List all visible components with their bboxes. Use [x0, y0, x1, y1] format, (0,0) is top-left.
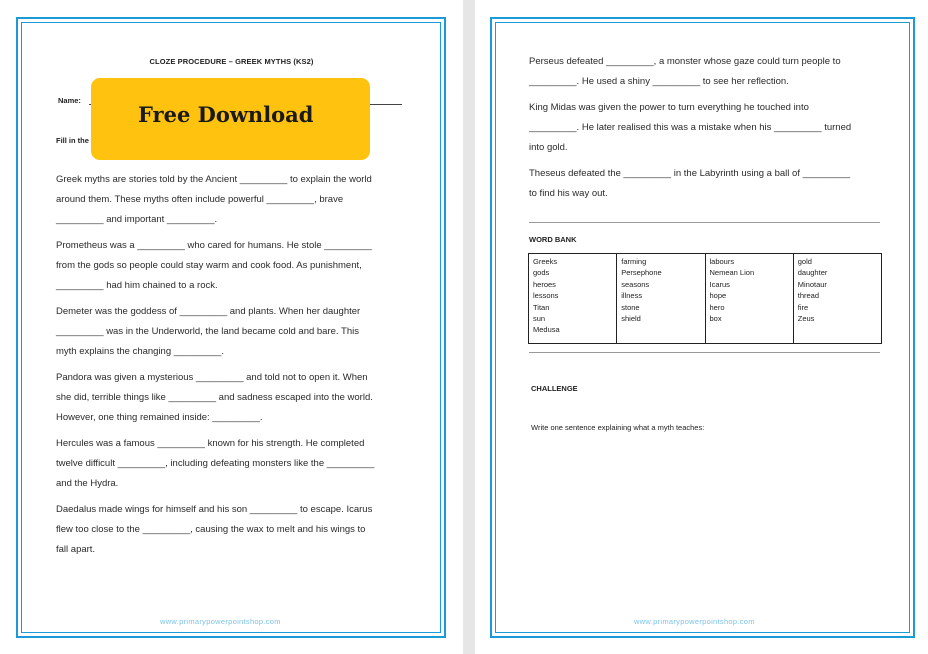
word-bank-word: fire [797, 302, 809, 312]
word-bank-word: labours [709, 257, 735, 266]
text-line: _________ was in the Underworld, the land became cold and bare. This [56, 326, 359, 337]
word-bank-word: hero [709, 302, 725, 312]
text-line: Perseus defeated _________, a monster whose gaze could turn people to [529, 56, 841, 67]
text-line: around them. These myths often include powerful _________, brave [56, 194, 344, 205]
word-bank-word: Icarus [709, 279, 730, 289]
paragraph-perseus [529, 52, 881, 92]
text-line: Theseus defeated the _________ in the Labyrinth using a ball of _________ [529, 168, 851, 179]
footer-website: www.primarypowerpointshop.com [160, 617, 281, 626]
text-line: King Midas was given the power to turn everything he touched into [529, 102, 809, 113]
word-bank-word: shield [621, 314, 641, 324]
paragraph-prometheus [56, 236, 408, 296]
text-line: she did, terrible things like _________ and sadness escaped into the world. [56, 392, 373, 403]
word-bank-word: daughter [797, 268, 828, 278]
text-line: twelve difficult _________, including defeating monsters like the _________ [56, 458, 375, 469]
text-line: Demeter was the goddess of _________ and plants. When her daughter [56, 306, 361, 317]
word-bank-word: farming [621, 257, 647, 266]
word-bank-word: Nemean Lion [709, 268, 755, 278]
name-label: Name: [58, 96, 81, 105]
instructions-text: Fill in the [56, 136, 89, 145]
word-bank-column [794, 254, 881, 343]
word-bank-word: sun [533, 314, 546, 324]
section-divider [529, 352, 880, 353]
challenge-title: CHALLENGE [531, 384, 578, 393]
word-bank-word: thread [797, 291, 820, 301]
word-bank-column [529, 254, 617, 343]
paragraph-pandora [56, 368, 408, 428]
section-divider [529, 222, 880, 223]
word-bank-word: seasons [621, 279, 650, 289]
paragraph-daedalus [56, 500, 408, 560]
footer-website: www.primarypowerpointshop.com [634, 617, 755, 626]
word-bank-word: Persephone [621, 268, 662, 278]
worksheet-title: CLOZE PROCEDURE – GREEK MYTHS (KS2) [149, 57, 314, 66]
word-bank-word: heroes [533, 279, 556, 289]
text-line: myth explains the changing _________. [56, 346, 224, 357]
text-line: and the Hydra. [56, 478, 119, 489]
text-line: Hercules was a famous _________ known for his strength. He completed [56, 438, 365, 449]
word-bank-word: gold [797, 257, 812, 266]
free-download-banner[interactable] [91, 78, 370, 160]
word-bank-column [617, 254, 705, 343]
word-bank-word: Greeks [533, 257, 558, 266]
word-bank-word: Zeus [797, 314, 815, 324]
text-line: into gold. [529, 142, 568, 153]
word-bank-word: gods [533, 268, 550, 278]
paragraph-hercules [56, 434, 408, 494]
paragraph-greek-myths [56, 170, 408, 230]
text-line: Prometheus was a _________ who cared for humans. He stole _________ [56, 240, 372, 251]
paragraph-demeter [56, 302, 408, 362]
text-line: from the gods so people could stay warm and cook food. As punishment, [56, 260, 362, 271]
text-line: However, one thing remained inside: _________. [56, 412, 263, 423]
word-bank-word: hope [709, 291, 727, 301]
word-bank-table [528, 253, 882, 344]
text-line: _________. He used a shiny _________ to see her reflection. [529, 76, 789, 87]
challenge-prompt: Write one sentence explaining what a myth teaches: [531, 423, 705, 432]
paragraph-king-midas [529, 98, 881, 158]
word-bank-word: illness [621, 291, 643, 301]
text-line: Greek myths are stories told by the Ancient _________ to explain the world [56, 174, 372, 185]
word-bank-title: WORD BANK [529, 235, 577, 244]
text-line: Daedalus made wings for himself and his son _________ to escape. Icarus [56, 504, 373, 515]
word-bank-word: Medusa [533, 325, 560, 335]
word-bank-word: box [709, 314, 722, 324]
text-line: _________ had him chained to a rock. [56, 280, 218, 291]
word-bank-column [706, 254, 794, 343]
free-download-label: Free Download [138, 102, 314, 127]
text-line: Pandora was given a mysterious _________ and told not to open it. When [56, 372, 368, 383]
text-line: _________. He later realised this was a mistake when his _________ turned [529, 122, 852, 133]
text-line: _________ and important _________. [56, 214, 218, 225]
paragraph-theseus [529, 164, 881, 204]
word-bank-word: lessons [533, 291, 559, 301]
text-line: flew too close to the _________, causing the wax to melt and his wings to [56, 524, 366, 535]
word-bank-word: Minotaur [797, 279, 827, 289]
text-line: to find his way out. [529, 188, 608, 199]
word-bank-word: Titan [533, 302, 550, 312]
word-bank-word: stone [621, 302, 640, 312]
text-line: fall apart. [56, 544, 96, 555]
